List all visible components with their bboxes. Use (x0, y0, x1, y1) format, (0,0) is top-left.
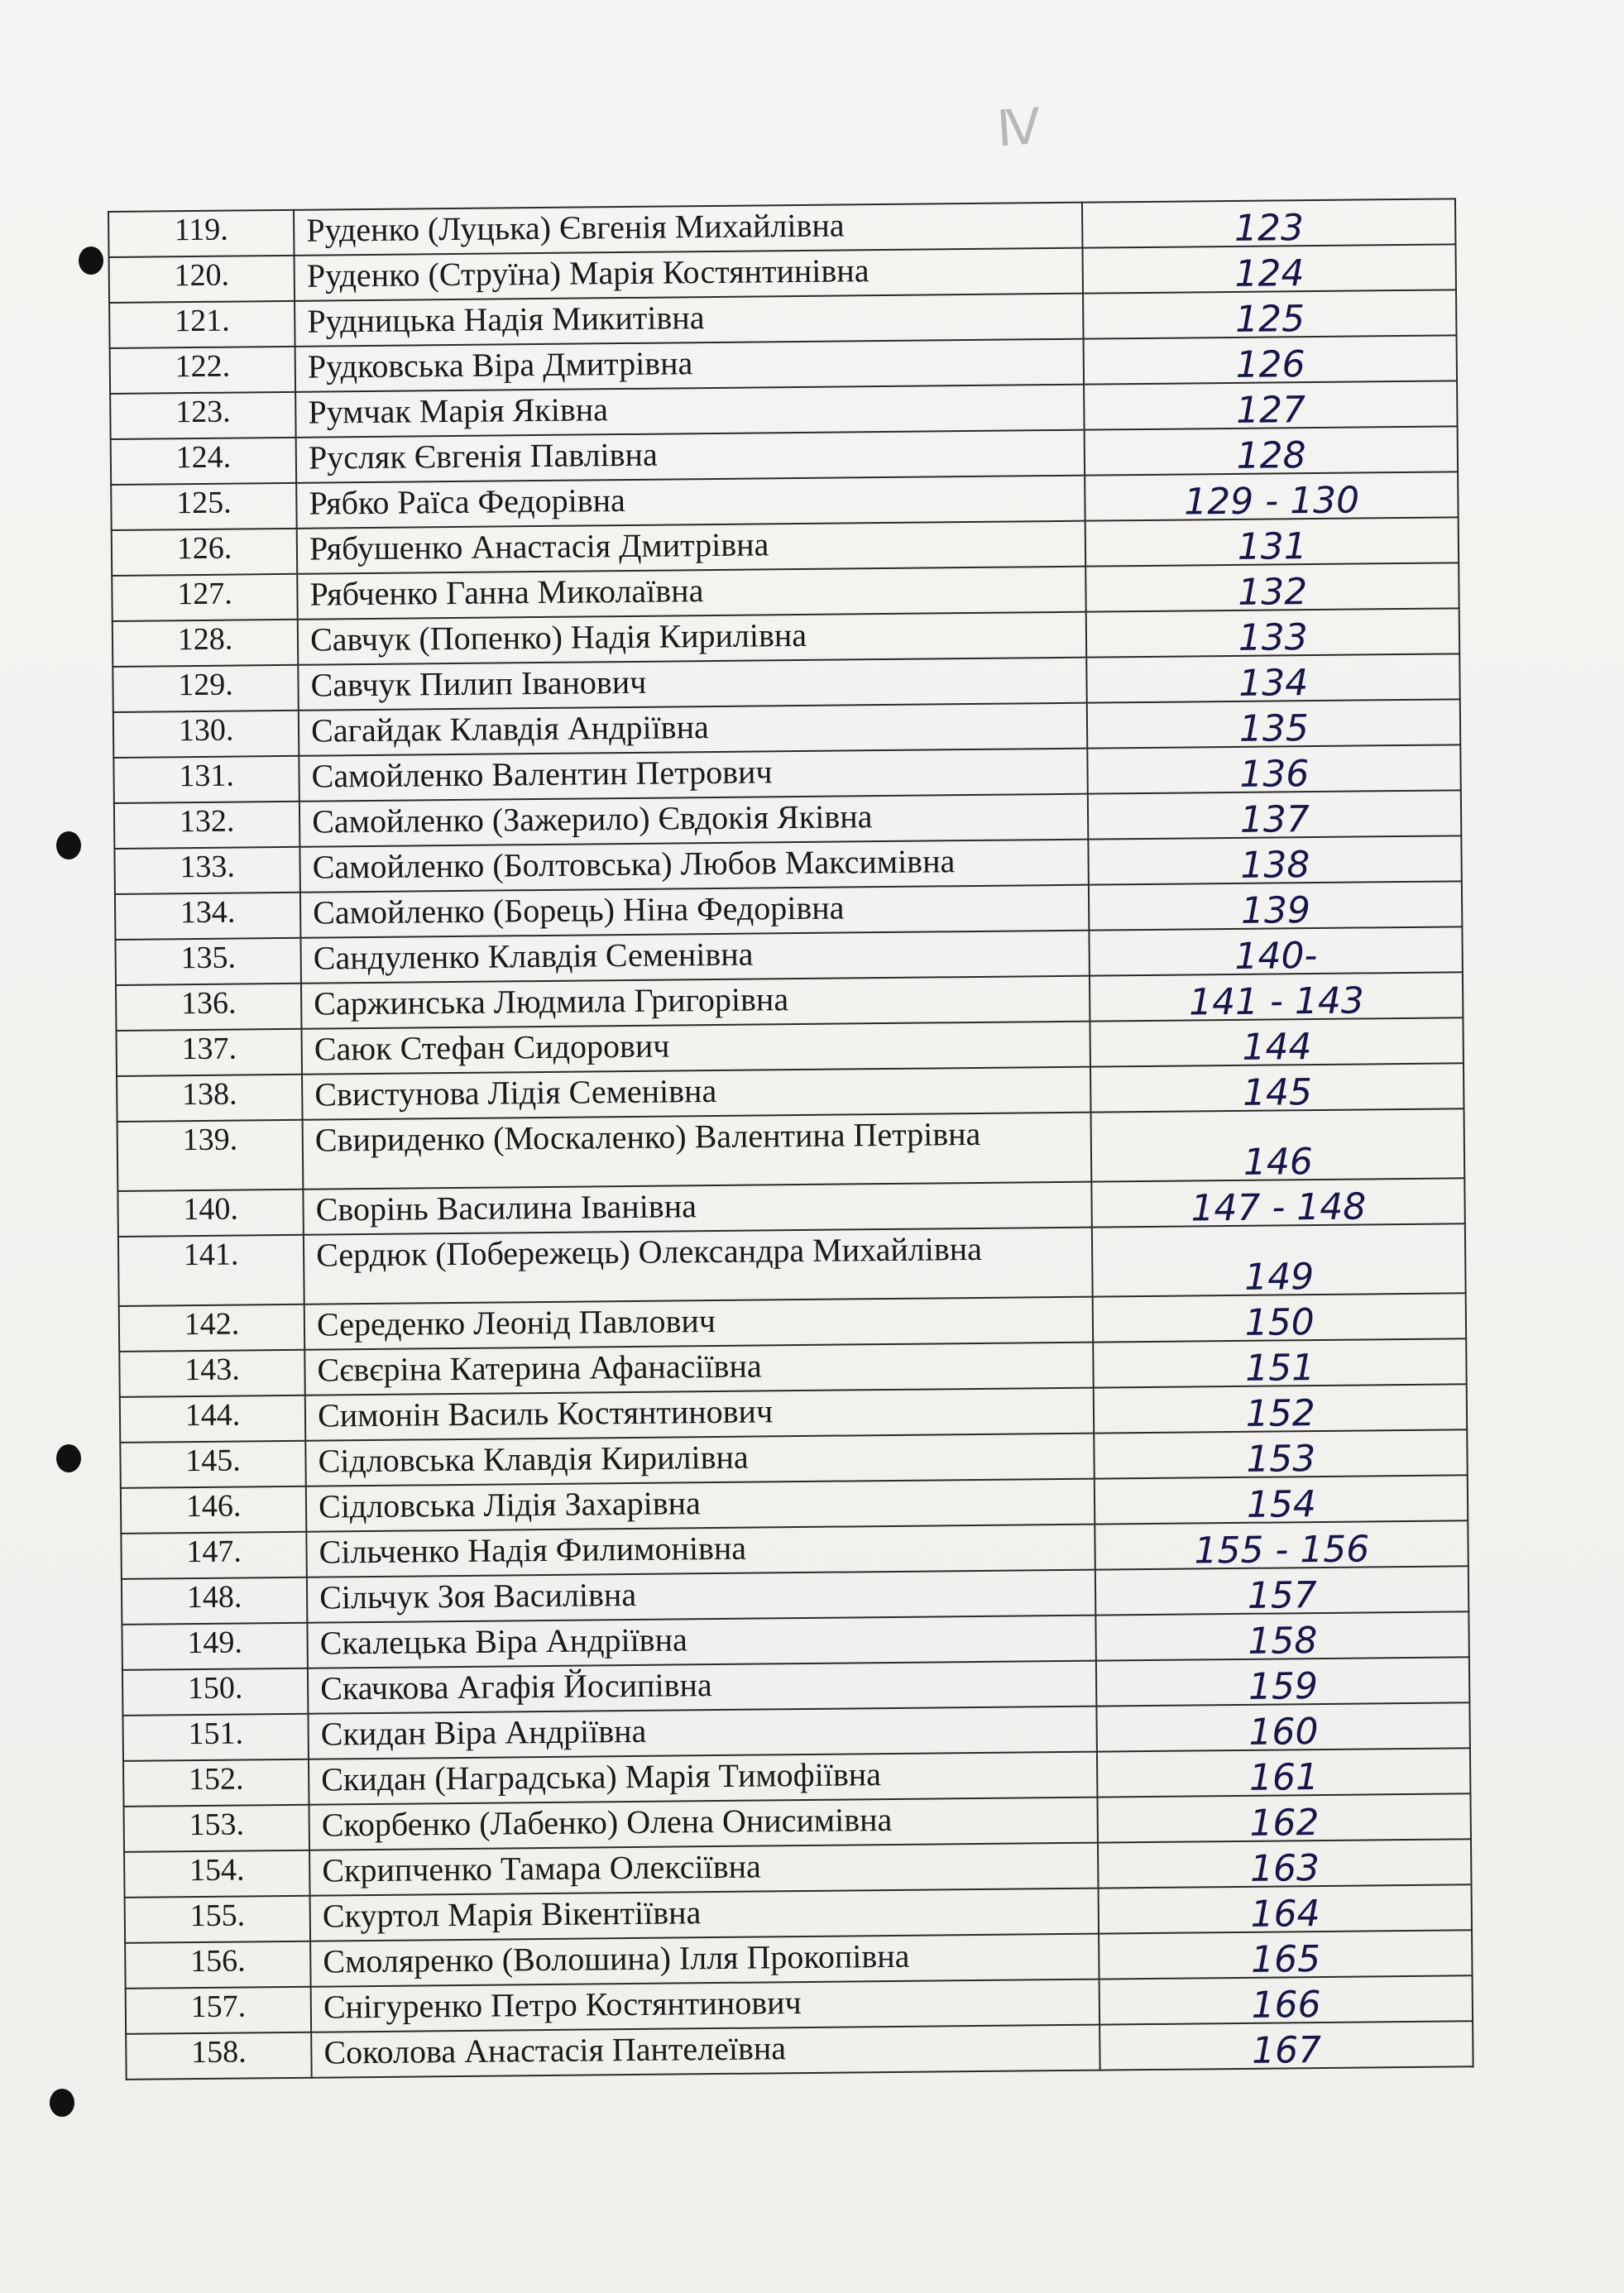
person-name: Сільченко Надія Филимонівна (319, 1529, 747, 1571)
row-number: 132. (179, 803, 235, 840)
table-row (118, 1223, 1466, 1306)
row-number-cell (110, 392, 296, 439)
row-number: 147. (186, 1534, 242, 1570)
row-number-cell (112, 529, 298, 576)
page-number-cell (1085, 426, 1458, 475)
row-number: 146. (185, 1488, 242, 1525)
row-number-cell (113, 620, 299, 667)
person-name-cell (295, 294, 1084, 347)
row-number: 120. (174, 257, 230, 294)
person-name: Руденко (Луцька) Євгенія Михайлівна (306, 206, 845, 249)
row-number: 149. (187, 1625, 243, 1661)
row-number: 145. (185, 1443, 242, 1479)
row-number-cell (117, 1075, 303, 1122)
row-number: 144. (184, 1397, 241, 1434)
row-number: 153. (189, 1807, 245, 1843)
person-name-cell (303, 1113, 1092, 1190)
page-number-cell (1096, 1611, 1469, 1663)
page-number-cell (1094, 1384, 1467, 1433)
page-number-cell (1096, 1657, 1469, 1706)
page-number-cell (1089, 835, 1462, 887)
row-number-cell (114, 802, 300, 849)
row-number-cell (120, 1441, 306, 1488)
person-name: Сандуленко Клавдія Семенівна (313, 935, 754, 977)
table-body (108, 199, 1473, 2080)
handwritten-page-number: 129 - 130 (1184, 479, 1360, 524)
row-number: 127. (177, 576, 232, 612)
punch-hole-3 (56, 1444, 81, 1472)
person-name-cell (311, 1979, 1100, 2032)
row-number-cell (121, 1532, 307, 1579)
person-name-cell (304, 1228, 1093, 1304)
page-number-cell (1100, 2021, 1473, 2070)
page-number-cell (1082, 199, 1455, 250)
row-number: 136. (180, 985, 237, 1022)
row-number-cell (117, 1120, 304, 1191)
row-number: 155. (189, 1898, 246, 1934)
handwritten-page-number: 132 (1237, 571, 1308, 614)
row-number-cell (117, 1190, 304, 1237)
handwritten-page-number: 157 (1247, 1574, 1318, 1617)
page-number-cell (1095, 1566, 1468, 1615)
row-number-cell (109, 301, 295, 348)
row-number-cell (120, 1395, 306, 1443)
handwritten-page-number: 165 (1250, 1938, 1321, 1981)
page-number-cell (1087, 653, 1460, 705)
person-name: Сільчук Зоя Василівна (319, 1575, 637, 1616)
person-name: Самойленко (Зажерило) Євдокія Яківна (311, 797, 873, 840)
person-name: Сідловська Клавдія Кирилівна (318, 1438, 749, 1480)
row-number-cell (116, 984, 302, 1031)
page-number-cell (1085, 472, 1459, 524)
person-name: Сідловська Лідія Захарівна (318, 1484, 701, 1525)
person-name: Савчук Пилип Іванович (310, 663, 647, 704)
person-name-cell (304, 1297, 1094, 1350)
page-number-cell (1086, 608, 1459, 657)
person-name-cell (303, 1182, 1092, 1235)
row-number-cell (125, 1941, 311, 1989)
page-number-cell (1092, 1178, 1465, 1230)
person-name: Сворінь Василина Іванівна (315, 1187, 697, 1228)
row-number: 152. (188, 1761, 244, 1798)
handwritten-page-number: 128 (1236, 434, 1306, 477)
handwritten-page-number: 159 (1248, 1665, 1319, 1708)
page-number-cell (1093, 1293, 1466, 1342)
row-number-cell (119, 1350, 305, 1397)
person-name: Руденко (Струїна) Марія Костянтинівна (306, 251, 869, 294)
person-name-cell (299, 703, 1088, 756)
handwritten-page-number: 164 (1250, 1893, 1320, 1936)
handwritten-page-number: 139 (1240, 889, 1311, 932)
person-name: Рябушенко Анастасія Дмитрівна (309, 525, 769, 567)
row-number-cell (119, 1304, 305, 1352)
person-name-cell (307, 1616, 1096, 1668)
row-number: 121. (174, 303, 230, 339)
names-table (108, 198, 1474, 2080)
person-name: Скачкова Агафія Йосипівна (320, 1666, 712, 1707)
handwritten-page-number: 162 (1249, 1802, 1320, 1845)
person-name: Скрипченко Тамара Олексіївна (322, 1847, 761, 1889)
row-number: 150. (187, 1670, 243, 1707)
handwritten-page-number: 123 (1234, 207, 1305, 250)
row-number: 142. (184, 1306, 240, 1343)
row-number: 140. (183, 1191, 239, 1228)
handwritten-page-number: 167 (1251, 2029, 1322, 2072)
person-name: Смоляренко (Волошина) Ілля Прокопівна (323, 1936, 910, 1980)
person-name-cell (299, 749, 1088, 802)
punch-hole-1 (79, 247, 103, 275)
person-name-cell (298, 658, 1087, 711)
row-number-cell (108, 210, 295, 257)
person-name: Рябченко Ганна Миколаївна (309, 572, 704, 613)
person-name: Румчак Марія Яківна (308, 390, 609, 431)
person-name-cell (305, 1434, 1095, 1486)
person-name-cell (310, 1888, 1099, 1941)
row-number-cell (124, 1850, 310, 1898)
row-number: 125. (175, 485, 232, 521)
page-number-cell (1083, 290, 1456, 341)
handwritten-page-number: 131 (1237, 525, 1307, 568)
handwritten-page-number: 161 (1248, 1756, 1320, 1799)
person-name-cell (305, 1388, 1095, 1441)
person-name: Саюк Стефан Сидорович (314, 1027, 670, 1068)
row-number: 143. (184, 1352, 240, 1388)
person-name: Рудницька Надія Микитівна (307, 299, 705, 340)
row-number: 156. (189, 1943, 246, 1979)
page-number-cell (1084, 335, 1457, 384)
person-name: Сагайдак Клавдія Андріївна (310, 708, 709, 749)
row-number: 135. (180, 940, 237, 976)
person-name: Середенко Леонід Павлович (316, 1302, 716, 1343)
row-number: 119. (174, 212, 229, 248)
row-number-cell (113, 711, 299, 758)
person-name-cell (309, 1798, 1099, 1850)
row-number: 157. (190, 1989, 247, 2025)
page-number-cell (1094, 1338, 1467, 1390)
handwritten-page-number: 127 (1235, 389, 1306, 432)
handwritten-page-number: 124 (1234, 252, 1305, 295)
person-name-cell (301, 931, 1090, 984)
handwritten-page-number: 145 (1242, 1071, 1313, 1114)
row-number: 129. (178, 667, 234, 703)
page-number-cell (1098, 1839, 1471, 1888)
handwritten-page-number: 136 (1239, 753, 1310, 796)
page-number-cell (1083, 244, 1456, 293)
row-number-cell (113, 665, 299, 712)
handwritten-page-number: 141 - 143 (1188, 979, 1365, 1024)
person-name-cell (296, 430, 1085, 483)
row-number: 137. (181, 1031, 237, 1067)
page-number-cell (1090, 1017, 1464, 1069)
handwritten-page-number: 135 (1238, 707, 1310, 750)
row-number-cell (123, 1759, 309, 1807)
person-name-cell (304, 1343, 1094, 1395)
page-number-cell (1097, 1748, 1470, 1797)
page-number-cell (1090, 1063, 1464, 1112)
row-number-cell (124, 1805, 310, 1852)
row-number: 131. (179, 758, 235, 794)
handwritten-page-number: 149 (1243, 1256, 1315, 1299)
handwritten-page-number: 140- (1234, 935, 1318, 978)
punch-hole-4 (50, 2089, 74, 2117)
row-number-cell (113, 756, 299, 803)
row-number-cell (117, 1029, 303, 1076)
page-number-cell (1090, 972, 1463, 1024)
page-number-cell (1097, 1702, 1470, 1754)
person-name-cell (294, 203, 1083, 256)
page-number-cell (1095, 1475, 1468, 1524)
person-name: Сєвєріна Катерина Афанасіївна (317, 1347, 762, 1389)
person-name-cell (297, 521, 1086, 574)
page-number-cell (1088, 790, 1461, 839)
person-name: Скидан Віра Андріївна (320, 1711, 647, 1753)
handwritten-page-number: 163 (1249, 1847, 1320, 1890)
handwritten-page-number: 133 (1238, 616, 1308, 659)
page-number-cell (1095, 1429, 1468, 1481)
row-number-cell (122, 1714, 309, 1761)
roman-numeral-mark: IV (994, 98, 1038, 159)
person-name-cell (297, 567, 1086, 620)
row-number-cell (126, 2032, 312, 2080)
row-number-cell (111, 483, 297, 530)
person-name: Саржинська Людмила Григорівна (314, 980, 789, 1022)
row-number: 154. (189, 1852, 245, 1888)
handwritten-page-number: 126 (1235, 343, 1305, 386)
handwritten-page-number: 137 (1239, 798, 1310, 841)
person-name-cell (299, 840, 1089, 893)
person-name: Русляк Євгенія Павлівна (308, 435, 658, 476)
person-name: Самойленко (Борець) Ніна Федорівна (313, 888, 845, 931)
handwritten-page-number: 160 (1248, 1711, 1319, 1754)
page-number-cell (1099, 1975, 1473, 2027)
person-name-cell (306, 1479, 1095, 1532)
handwritten-page-number: 147 - 148 (1190, 1185, 1367, 1230)
page-number-cell (1099, 1884, 1472, 1936)
row-number: 122. (175, 348, 231, 385)
person-name: Рудковська Віра Дмитрівна (307, 344, 693, 385)
row-number-cell (111, 438, 297, 485)
row-number: 148. (186, 1579, 242, 1616)
row-number-cell (115, 893, 301, 940)
row-number: 128. (177, 621, 233, 658)
row-number: 123. (175, 394, 231, 430)
person-name-cell (296, 476, 1085, 529)
row-number-cell (118, 1235, 304, 1306)
handwritten-page-number: 138 (1240, 844, 1310, 887)
handwritten-page-number: 153 (1246, 1438, 1316, 1481)
person-name: Самойленко Валентин Петрович (311, 753, 773, 795)
person-name-cell (301, 976, 1090, 1029)
row-number: 134. (180, 894, 236, 931)
row-number-cell (122, 1623, 308, 1670)
person-name: Свистунова Лідія Семенівна (314, 1071, 717, 1113)
row-number-cell (110, 347, 296, 394)
row-number: 124. (175, 439, 232, 476)
page-number-cell (1099, 1930, 1473, 1979)
handwritten-page-number: 158 (1248, 1620, 1318, 1663)
handwritten-page-number: 146 (1243, 1141, 1314, 1184)
row-number-cell (122, 1577, 308, 1625)
page-number-cell (1085, 381, 1458, 432)
page-number-cell (1098, 1793, 1471, 1845)
row-number: 133. (180, 849, 236, 885)
person-name: Свириденко (Москаленко) Валентина Петрівна (314, 1114, 981, 1159)
person-name-cell (309, 1843, 1099, 1896)
person-name: Скорбенко (Лабенко) Олена Онисимівна (321, 1800, 893, 1844)
row-number: 151. (188, 1716, 244, 1752)
person-name: Симонін Василь Костянтинович (317, 1392, 774, 1434)
person-name-cell (309, 1752, 1098, 1805)
person-name: Рябко Раїса Федорівна (309, 481, 626, 522)
person-name-cell (298, 612, 1087, 665)
person-name: Скалецька Віра Андріївна (319, 1620, 687, 1662)
page-number-cell (1092, 1223, 1465, 1299)
person-name-cell (295, 339, 1085, 392)
handwritten-page-number: 152 (1245, 1392, 1315, 1435)
handwritten-page-number: 144 (1242, 1026, 1312, 1069)
page-number-cell (1089, 881, 1462, 930)
row-number-cell (126, 1987, 312, 2034)
person-name-cell (311, 2025, 1100, 2078)
row-number: 138. (181, 1076, 237, 1113)
person-name-cell (300, 885, 1090, 938)
table-row (117, 1108, 1465, 1191)
row-number: 130. (178, 712, 234, 749)
row-number: 158. (190, 2034, 247, 2070)
handwritten-page-number: 154 (1246, 1483, 1317, 1526)
person-name: Снігуренко Петро Костянтинович (323, 1984, 802, 2026)
person-name-cell (308, 1661, 1097, 1714)
punch-hole-2 (56, 831, 81, 859)
handwritten-page-number: 125 (1234, 298, 1305, 341)
handwritten-page-number: 134 (1238, 662, 1309, 705)
person-name-cell (310, 1934, 1099, 1987)
person-name-cell (302, 1022, 1091, 1075)
table-row (108, 199, 1455, 257)
person-name: Самойленко (Болтовська) Любов Максимівна (312, 842, 956, 886)
page-number-cell (1090, 926, 1463, 978)
page-number-cell (1095, 1520, 1468, 1573)
row-number-cell (125, 1896, 311, 1943)
row-number-cell (112, 574, 298, 621)
page-number-cell (1086, 562, 1459, 614)
page-number-cell (1085, 517, 1459, 566)
person-name-cell (307, 1570, 1096, 1623)
person-name-cell (299, 794, 1089, 847)
person-name: Соколова Анастасія Пантелеївна (323, 2029, 787, 2071)
row-number: 141. (183, 1237, 239, 1273)
row-number-cell (121, 1486, 307, 1534)
person-name-cell (306, 1525, 1095, 1577)
handwritten-page-number: 166 (1251, 1984, 1321, 2027)
page-number-cell (1088, 744, 1461, 796)
row-number-cell (122, 1668, 309, 1716)
handwritten-page-number: 151 (1245, 1347, 1315, 1390)
person-name-cell (295, 385, 1085, 438)
page-number-cell (1091, 1108, 1464, 1184)
person-name: Скуртол Марія Вікентіївна (322, 1893, 702, 1935)
row-number-cell (115, 938, 301, 985)
handwritten-page-number: 155 - 156 (1194, 1528, 1370, 1573)
row-number-cell (114, 847, 300, 894)
row-number: 126. (176, 530, 232, 567)
page-number-cell (1087, 699, 1460, 748)
person-name: Савчук (Попенко) Надія Кирилівна (309, 615, 807, 658)
person-name: Сердюк (Побережець) Олександра Михайлівна (316, 1229, 983, 1274)
handwritten-page-number: 150 (1244, 1301, 1315, 1344)
row-number: 139. (182, 1122, 238, 1158)
row-number-cell (109, 256, 295, 303)
person-name-cell (309, 1707, 1098, 1759)
person-name: Скидан (Наградська) Марія Тимофіївна (321, 1755, 882, 1798)
person-name-cell (295, 248, 1084, 301)
person-name-cell (302, 1067, 1091, 1120)
